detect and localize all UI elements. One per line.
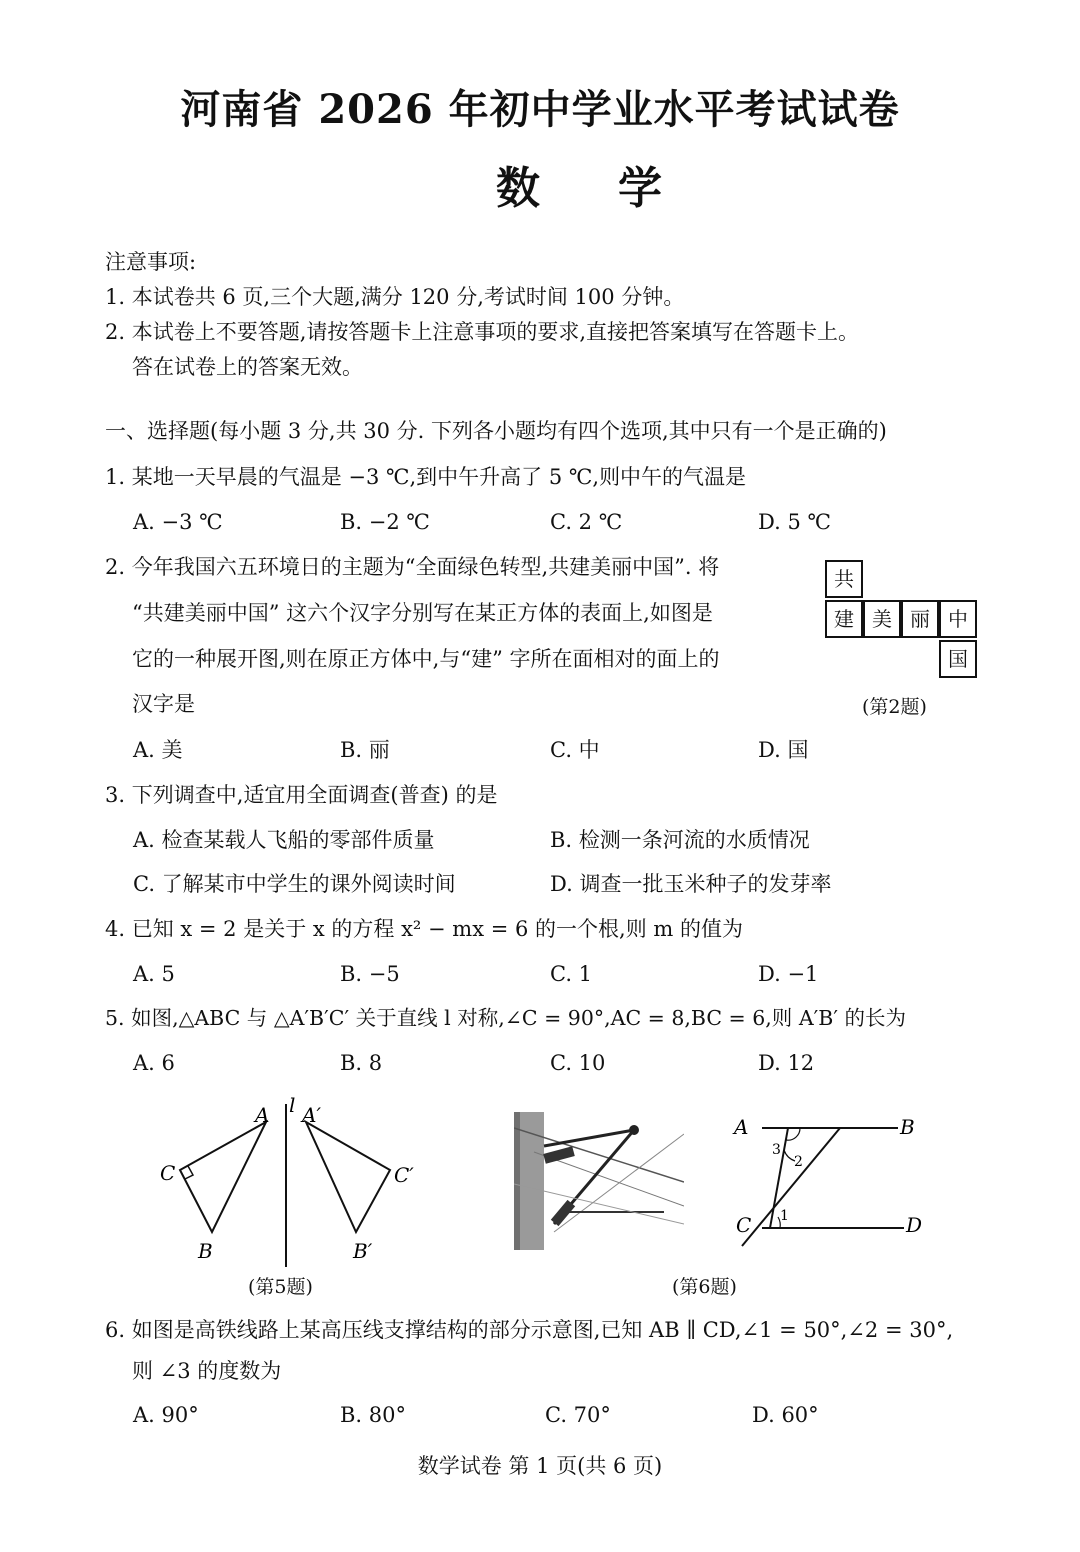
label-c-prime: C′ [394, 1163, 414, 1187]
q6-caption: (第6题) [672, 1276, 737, 1298]
q3-option-c: C. 了解某市中学生的课外阅读时间 [133, 872, 456, 896]
notice-item-1: 1. 本试卷共 6 页,三个大题,满分 120 分,考试时间 100 分钟。 [105, 285, 685, 309]
triangle-abc [180, 1122, 266, 1232]
label-a: A [255, 1103, 270, 1127]
triangle-a-prime [306, 1122, 390, 1232]
net-cell-zhong: 中 [939, 600, 977, 638]
q4-option-d: D. −1 [758, 962, 819, 986]
q2-line-2: “共建美丽中国” 这六个汉字分别写在某正方体的表面上,如图是 [132, 601, 713, 625]
q5-figure [150, 1092, 430, 1272]
q6-line-1: 6. 如图是高铁线路上某高压线支撑结构的部分示意图,已知 AB ∥ CD,∠1 = 50°,∠2 = 30°, [105, 1318, 954, 1342]
q2-line-4: 汉字是 [132, 692, 195, 716]
q1-option-c: C. 2 ℃ [550, 510, 623, 534]
q4-stem: 4. 已知 x = 2 是关于 x 的方程 x² − mx = 6 的一个根,则 m 的值为 [105, 917, 743, 941]
q1-stem: 1. 某地一天早晨的气温是 −3 ℃,到中午升高了 5 ℃,则中午的气温是 [105, 465, 747, 489]
page-footer: 数学试卷 第 1 页(共 6 页) [417, 1454, 663, 1478]
right-angle-mark [185, 1166, 193, 1179]
q2-caption: (第2题) [862, 696, 927, 718]
q5-caption: (第5题) [248, 1276, 313, 1298]
label-a-prime: A′ [302, 1103, 321, 1127]
q2-line-1: 2. 今年我国六五环境日的主题为“全面绿色转型,共建美丽中国”. 将 [105, 555, 720, 579]
exam-title: 河南省 2026 年初中学业水平考试试卷 [180, 86, 900, 133]
q3-option-a: A. 检查某载人飞船的零部件质量 [133, 828, 435, 852]
q2-line-3: 它的一种展开图,则在原正方体中,与“建” 字所在面相对的面上的 [132, 647, 720, 671]
q2-option-c: C. 中 [550, 738, 600, 762]
net-cell-guo: 国 [939, 640, 977, 678]
q1-option-d: D. 5 ℃ [758, 510, 831, 534]
q6-option-c: C. 70° [545, 1403, 611, 1427]
q1-option-a: A. −3 ℃ [133, 510, 223, 534]
q5-option-b: B. 8 [340, 1051, 383, 1075]
net-cell-li: 丽 [901, 600, 939, 638]
notice-item-2-cont: 答在试卷上的答案无效。 [132, 355, 363, 379]
net-cell-jian: 建 [825, 600, 863, 638]
q6-option-b: B. 80° [340, 1403, 407, 1427]
label-c: C [160, 1161, 176, 1185]
q2-option-d: D. 国 [758, 738, 809, 762]
q4-option-a: A. 5 [133, 962, 175, 986]
label-c: C [736, 1213, 752, 1237]
q2-option-b: B. 丽 [340, 738, 390, 762]
q3-option-b: B. 检测一条河流的水质情况 [550, 828, 810, 852]
q5-stem: 5. 如图,△ABC 与 △A′B′C′ 关于直线 l 对称,∠C = 90°,AC = 8,BC = 6,则 A′B′ 的长为 [105, 1006, 907, 1030]
q5-option-c: C. 10 [550, 1051, 606, 1075]
q5-option-d: D. 12 [758, 1051, 815, 1075]
q3-option-d: D. 调查一批玉米种子的发芽率 [550, 872, 832, 896]
q6-line-2: 则 ∠3 的度数为 [132, 1359, 282, 1383]
q2-option-a: A. 美 [133, 738, 183, 762]
net-cell-gong: 共 [825, 560, 863, 598]
q6-figure [728, 1104, 938, 1254]
label-d: D [906, 1213, 923, 1237]
label-b-prime: B′ [353, 1239, 373, 1263]
angle-3-label: 3 [772, 1142, 781, 1158]
q3-stem: 3. 下列调查中,适宜用全面调查(普查) 的是 [105, 783, 498, 807]
q1-option-b: B. −2 ℃ [340, 510, 430, 534]
subject-title: 数学 [496, 163, 740, 214]
label-l: l [289, 1093, 296, 1117]
q6-option-a: A. 90° [133, 1403, 199, 1427]
notice-heading: 注意事项: [105, 250, 197, 274]
q5-option-a: A. 6 [133, 1051, 175, 1075]
label-a: A [734, 1115, 749, 1139]
net-cell-mei: 美 [863, 600, 901, 638]
label-b: B [198, 1239, 213, 1263]
notice-item-2: 2. 本试卷上不要答题,请按答题卡上注意事项的要求,直接把答案填写在答题卡上。 [105, 320, 860, 344]
q6-option-d: D. 60° [752, 1403, 819, 1427]
angle-1-label: 1 [780, 1208, 789, 1224]
q6-photo [514, 1112, 684, 1252]
section-heading: 一、选择题(每小题 3 分,共 30 分. 下列各小题均有四个选项,其中只有一个是正确的) [105, 419, 887, 443]
q4-option-c: C. 1 [550, 962, 593, 986]
label-b: B [900, 1115, 915, 1139]
q4-option-b: B. −5 [340, 962, 400, 986]
angle-2-label: 2 [794, 1154, 803, 1170]
